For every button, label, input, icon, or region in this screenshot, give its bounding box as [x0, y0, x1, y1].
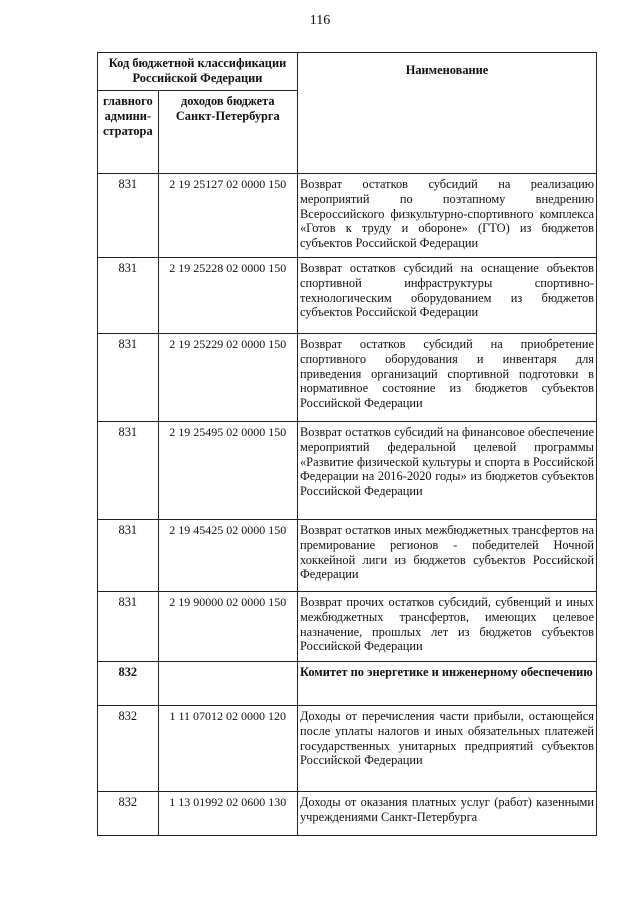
- name-cell: Возврат остатков субсидий на приобретение спортивного оборудования и инвентаря для приведения организаций спортивной подготовки в нормативное состояние из бюджетов субъектов Российской Федерации: [297, 334, 596, 422]
- admin-code-cell: 831: [98, 334, 159, 422]
- revenue-code-cell: 2 19 90000 02 0000 150: [158, 592, 297, 662]
- name-cell: Возврат прочих остатков субсидий, субвенций и иных межбюджетных трансфертов, имеющих целевое назначение, прошлых лет из бюджетов субъектов Российской Федерации: [297, 592, 596, 662]
- admin-code-cell: 832: [98, 706, 159, 792]
- admin-code-cell: 832: [98, 792, 159, 836]
- table-row: [98, 792, 597, 836]
- revenue-code-cell: 2 19 25229 02 0000 150: [158, 334, 297, 422]
- header-code-group: Код бюджетной классификации Российской Федерации: [98, 53, 298, 91]
- admin-code-cell: 832: [98, 662, 159, 706]
- header-name: Наименование: [297, 53, 596, 174]
- admin-code-cell: 831: [98, 422, 159, 520]
- header-admin: главного админи-стратора: [98, 91, 159, 174]
- budget-classification-table: [97, 52, 597, 836]
- table-row: [98, 422, 597, 520]
- table-row: [98, 258, 597, 334]
- table-row: [98, 520, 597, 592]
- admin-code-cell: 831: [98, 520, 159, 592]
- revenue-code-cell: 2 19 25228 02 0000 150: [158, 258, 297, 334]
- table-row: [98, 334, 597, 422]
- name-cell: Доходы от оказания платных услуг (работ) казенными учреждениями Санкт-Петербурга: [297, 792, 596, 836]
- header-revenue: доходов бюджета Санкт-Петербурга: [158, 91, 297, 174]
- admin-code-cell: 831: [98, 174, 159, 258]
- revenue-code-cell: 1 11 07012 02 0000 120: [158, 706, 297, 792]
- revenue-code-cell: 2 19 25127 02 0000 150: [158, 174, 297, 258]
- table-row: [98, 592, 597, 662]
- name-cell: Возврат остатков субсидий на финансовое обеспечение мероприятий федеральной целевой программы «Развитие физической культуры и спорта в Российской Федерации на 2016-2020 годы» из бюджетов субъектов Российской Федерации: [297, 422, 596, 520]
- table-row: [98, 706, 597, 792]
- revenue-code-cell: 2 19 45425 02 0000 150: [158, 520, 297, 592]
- table-row: [98, 174, 597, 258]
- name-cell: Доходы от перечисления части прибыли, остающейся после уплаты налогов и иных обязательных платежей государственных унитарных предприятий субъектов Российской Федерации: [297, 706, 596, 792]
- admin-code-cell: 831: [98, 592, 159, 662]
- revenue-code-cell: 1 13 01992 02 0600 130: [158, 792, 297, 836]
- page-number: 116: [309, 13, 331, 28]
- revenue-code-cell: [158, 662, 297, 706]
- name-cell: Комитет по энергетике и инженерному обеспечению: [297, 662, 596, 706]
- table-row: [98, 662, 597, 706]
- name-cell: Возврат остатков субсидий на реализацию мероприятий по поэтапному внедрению Всероссийского физкультурно-спортивного комплекса «Готов к труду и обороне» (ГТО) из бюджетов субъектов Российской Федерации: [297, 174, 596, 258]
- revenue-code-cell: 2 19 25495 02 0000 150: [158, 422, 297, 520]
- admin-code-cell: 831: [98, 258, 159, 334]
- name-cell: Возврат остатков субсидий на оснащение объектов спортивной инфраструктуры спортивно-технологическим оборудованием из бюджетов субъектов Российской Федерации: [297, 258, 596, 334]
- name-cell: Возврат остатков иных межбюджетных трансфертов на премирование регионов - победителей Ночной хоккейной лиги из бюджетов субъектов Российской Федерации: [297, 520, 596, 592]
